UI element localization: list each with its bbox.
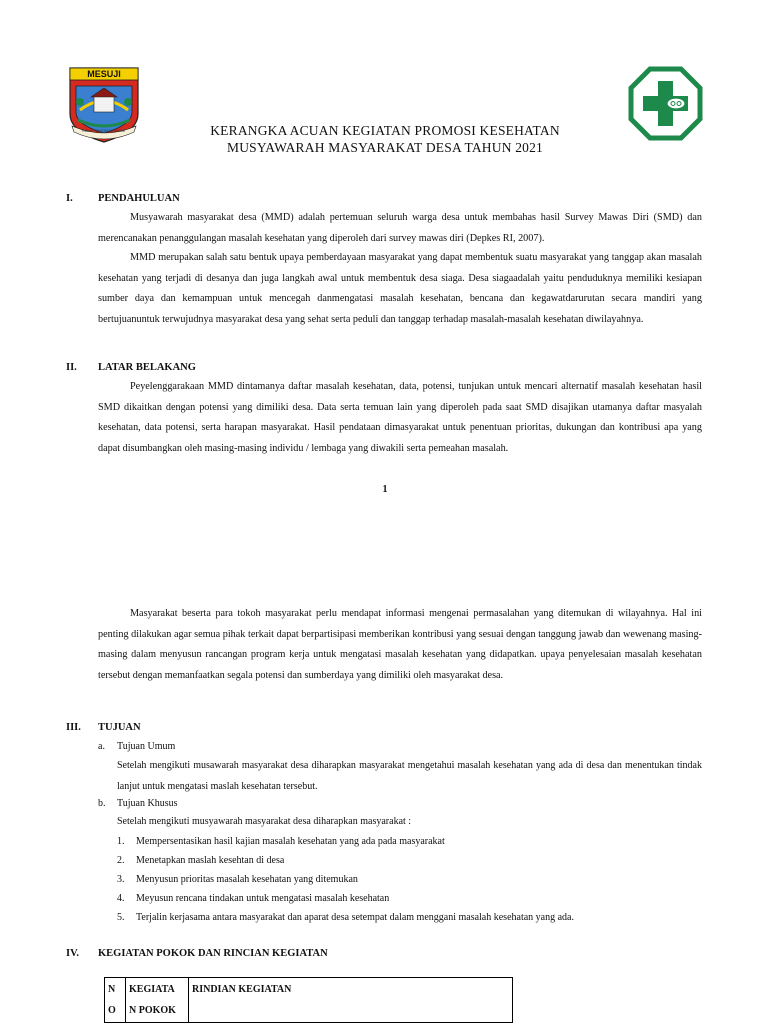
- objective-b-heading: [98, 797, 177, 811]
- table-header-kegiatan-line1: KEGIATA: [129, 984, 175, 995]
- objective-a-label: Tujuan Umum: [117, 741, 176, 752]
- list-item-text: Meyusun rencana tindakan untuk mengatasi masalah kesehatan: [136, 893, 390, 904]
- page-number: 1: [382, 484, 388, 495]
- section-2-paragraph-2: [98, 604, 702, 686]
- section-1-number: I.: [66, 193, 73, 204]
- section-2-title: LATAR BELAKANG: [98, 362, 196, 373]
- section-2-paragraph-1-text: Peyelenggarakaan MMD dintamanya daftar masalah kesehatan, data, potensi, tunjukan untuk mencari alternatif masalah kesehatan hasil SMD dikaitkan dengan potensi yang dimiliki desa. Data serta temuan lain yang diperoleh pada saat SMD disajikan utamanya daftar masyalah kesehatan, data potensi, serta harapan masyarakat. Hasil pendataan dimasyarakat untuk penentuan prioritas, dukungan dan kontribusi apa yang dapat disumbangkan oleh masing-masing individu / lembaga yang diwakili serta pemeahan masalah.: [98, 381, 702, 454]
- table-header-row: [105, 978, 513, 1023]
- table-header-rincian: [189, 978, 513, 1023]
- list-item: [117, 873, 358, 887]
- document-title-line2: MUSYAWARAH MASYARAKAT DESA TAHUN 2021: [226, 140, 544, 155]
- objective-a-heading: [98, 740, 175, 754]
- objective-b-marker: b.: [98, 798, 106, 809]
- section-2-paragraph-2-text: Masyarakat beserta para tokoh masyarakat perlu mendapat informasi mengenai permasalahan yang ditemukan di wilayahnya. Hal ini penting dilakukan agar semua pihak terkait dapat berpartisipasi memberikan kontribusi yang sesuai dengan tanggung jawab dan wewenang masing-masing dalam menyusun rancangan program kerja untuk mengatasi masalah kesehatan yang didapatkan. upaya penyelesaian masalah kesehatan tersebut dengan memanfaatkan segala potensi dan sumberdaya yang dimiliki oleh masyarakat desa.: [98, 608, 702, 681]
- objective-b-label: Tujuan Khusus: [117, 798, 178, 809]
- list-item: [117, 835, 445, 849]
- section-1-paragraph-1-text: Musyawarah masyarakat desa (MMD) adalah pertemuan seluruh warga desa untuk membahas hasil Survey Mawas Diri (SMD) dan merencanakan penanggulangan masalah kesehatan yang diperoleh dari survey mawas diri (Depkes RI, 2007).: [98, 212, 702, 244]
- logo-ribbon-text: RAMIK RAGOM MUFAKAT: [82, 129, 126, 133]
- objective-b-intro: Setelah mengikuti musyawarah masyarakat desa diharapkan masyarakat :: [117, 816, 412, 827]
- list-item-number: 2.: [117, 855, 125, 866]
- table-header-no-line2: O: [108, 1005, 116, 1016]
- list-item: [117, 854, 284, 868]
- section-4-number: IV.: [66, 948, 79, 959]
- table-header-no: [105, 978, 126, 1023]
- list-item-number: 4.: [117, 893, 125, 904]
- list-item-number: 5.: [117, 912, 125, 923]
- health-cross-logo: [628, 66, 703, 141]
- list-item: [117, 892, 389, 906]
- mesuji-logo: [66, 62, 142, 144]
- list-item-number: 3.: [117, 874, 125, 885]
- section-3-number: III.: [66, 722, 81, 733]
- list-item: [117, 911, 574, 925]
- section-4-title: KEGIATAN POKOK DAN RINCIAN KEGIATAN: [98, 948, 328, 959]
- table-header-rincian-text: RINDIAN KEGIATAN: [192, 984, 292, 995]
- list-item-text: Menetapkan maslah kesehtan di desa: [136, 855, 285, 866]
- list-item-text: Menyusun prioritas masalah kesehatan yang ditemukan: [136, 874, 358, 885]
- section-3-title: TUJUAN: [98, 722, 141, 733]
- list-item-text: Mempersentasikan hasil kajian masalah kesehatan yang ada pada masyarakat: [136, 836, 445, 847]
- document-title-line1: KERANGKA ACUAN KEGIATAN PROMOSI KESEHATAN: [210, 123, 560, 138]
- table-header-kegiatan-pokok: [126, 978, 189, 1023]
- section-1-paragraph-2: [98, 248, 702, 330]
- section-2-number: II.: [66, 362, 77, 373]
- green-cross-icon: [628, 66, 703, 141]
- list-item-text: Terjalin kerjasama antara masyarakat dan aparat desa setempat dalam menggani masalah kesehatan yang ada.: [136, 912, 574, 923]
- table-header-kegiatan-line2: N POKOK: [129, 1005, 176, 1016]
- objective-a-text: Setelah mengikuti musawarah masyarakat desa diharapkan masyarakat mengetahui masalah kesehatan yang ada di desa dan menentukan tindak lanjut untuk mengatasi maslah kesehatan tersebut.: [117, 760, 702, 792]
- objective-a-marker: a.: [98, 741, 105, 752]
- section-1-title: PENDAHULUAN: [98, 193, 180, 204]
- section-1-paragraph-1: [98, 208, 702, 249]
- table-header-no-line1: N: [108, 984, 116, 995]
- logo-banner-text: MESUJI: [87, 69, 121, 79]
- list-item-number: 1.: [117, 836, 125, 847]
- section-1-paragraph-2-text: MMD merupakan salah satu bentuk upaya pemberdayaan masyarakat yang dapat membentuk suatu masyarakat yang tanggap akan masalah kesehatan yang terjadi di desanya dan juga langkah awal untuk membentuk desa siaga. Desa siagaadalah yaitu penduduknya memiliki kesiapan sumber daya dan kemampuan untuk mencegah danmengatasi masalah kesehatan, bencana dan kegawatdarurutan secara mandiri yang bertujuanuntuk terwujudnya masyarakat desa yang sehat serta peduli dan tanggap terhadap masalah-masalah kesehatan diwilayahnya.: [98, 252, 702, 325]
- section-2-paragraph-1: [98, 377, 702, 459]
- activities-table: [104, 977, 513, 1023]
